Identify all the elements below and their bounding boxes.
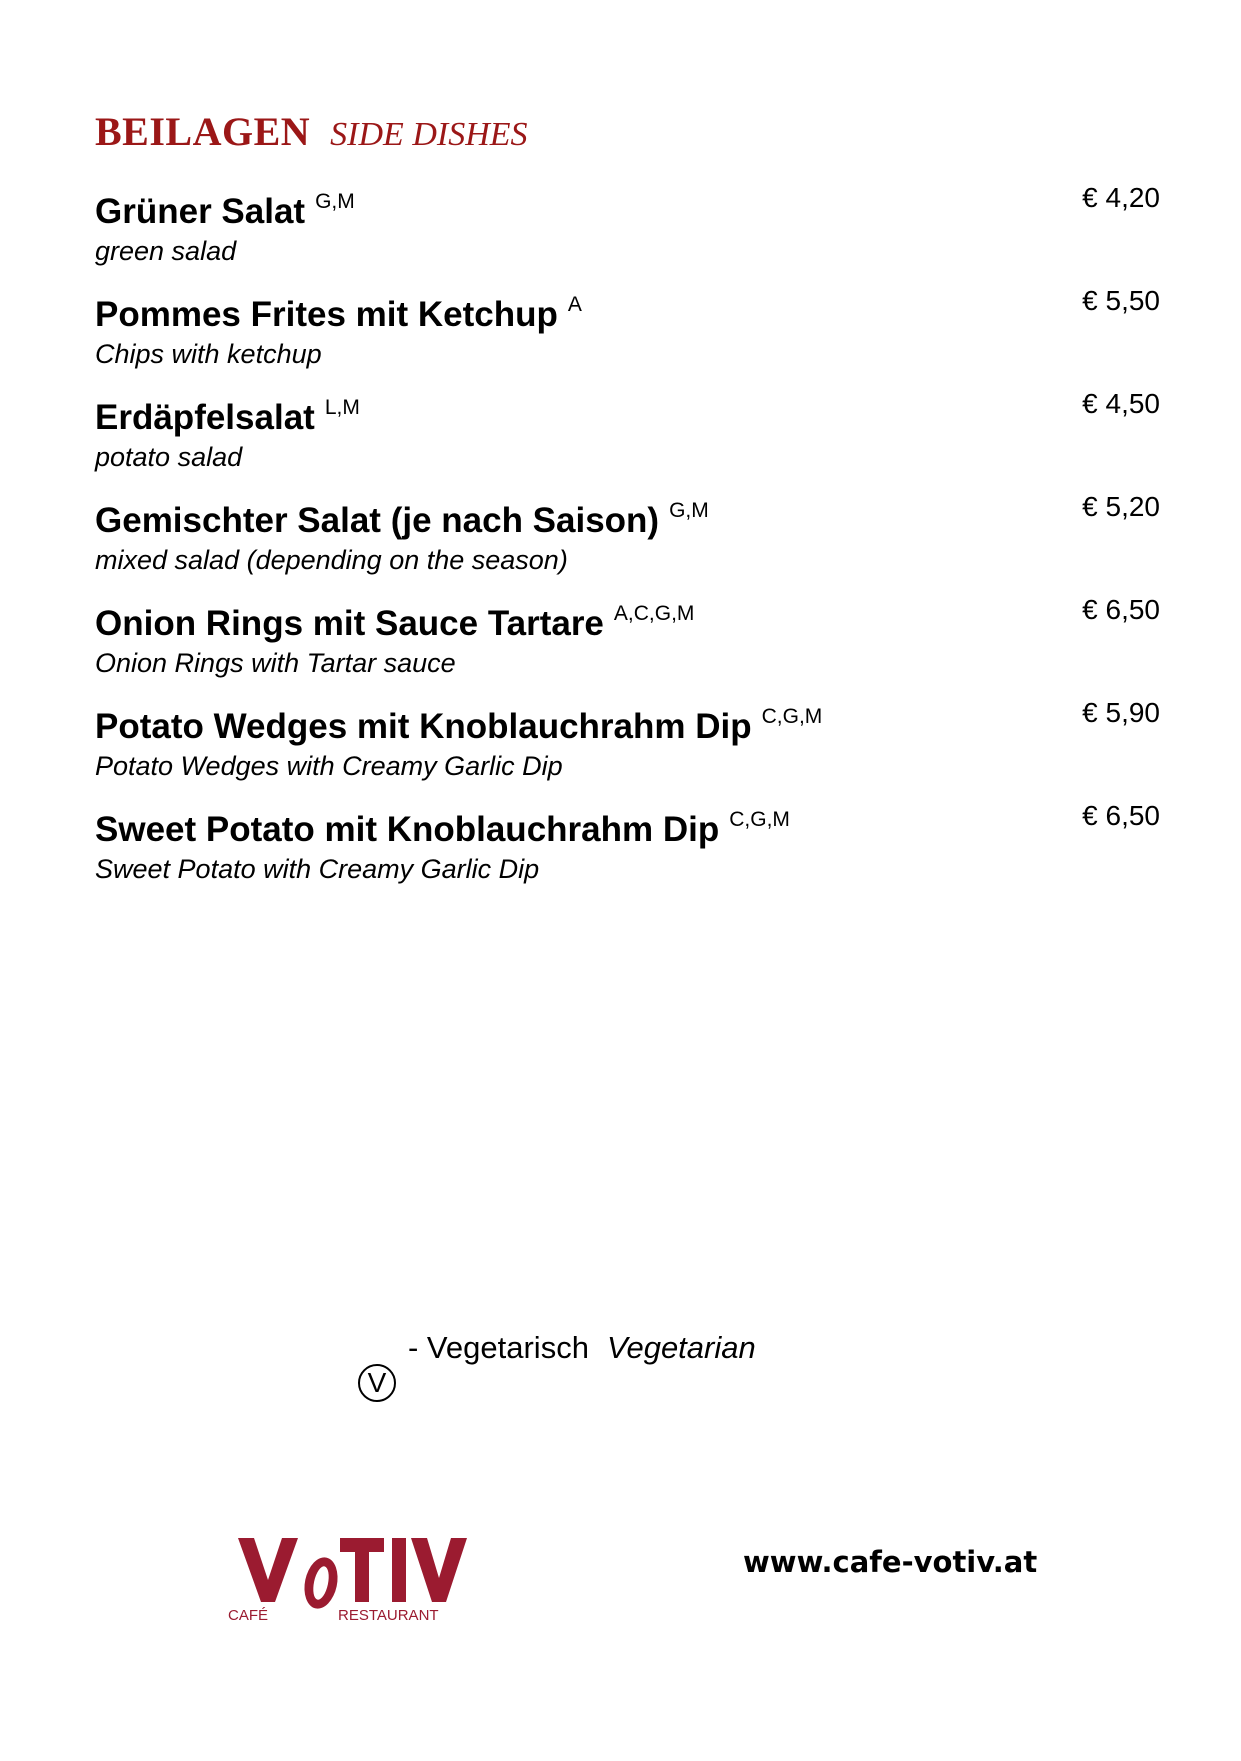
heading-german: BEILAGEN xyxy=(95,109,311,154)
logo-wordmark xyxy=(238,1538,467,1612)
item-name-line xyxy=(95,695,1160,749)
menu-item xyxy=(95,695,1160,798)
menu-heading xyxy=(95,108,528,155)
item-name-line xyxy=(95,592,1160,646)
votiv-logo xyxy=(228,1530,468,1625)
item-price: € 6,50 xyxy=(1082,594,1160,625)
logo-cafe-caption: CAFÉ xyxy=(228,1607,269,1624)
menu-item xyxy=(95,180,1160,283)
website-link[interactable]: www.cafe-votiv.at xyxy=(743,1545,1038,1579)
item-allergens: C,G,M xyxy=(729,808,790,831)
item-english-name: potato salad xyxy=(95,442,243,472)
item-name-line xyxy=(95,489,1160,543)
item-name-line xyxy=(95,180,1160,234)
heading-english: SIDE DISHES xyxy=(330,116,528,153)
item-allergens: G,M xyxy=(669,499,709,522)
item-price: € 6,50 xyxy=(1082,800,1160,831)
item-name: Sweet Potato mit Knoblauchrahm Dip xyxy=(95,810,720,849)
item-name: Grüner Salat xyxy=(95,192,306,231)
item-allergens: G,M xyxy=(315,190,355,213)
item-name: Gemischter Salat (je nach Saison) xyxy=(95,501,660,540)
item-allergens: A,C,G,M xyxy=(613,602,695,625)
item-price: € 4,50 xyxy=(1082,388,1160,419)
item-price: € 5,50 xyxy=(1082,285,1160,316)
menu-item xyxy=(95,592,1160,695)
item-english-name: Potato Wedges with Creamy Garlic Dip xyxy=(95,751,563,781)
item-name-line xyxy=(95,283,1160,337)
menu-item xyxy=(95,798,1160,901)
item-allergens: A xyxy=(567,293,582,316)
item-english-name: Sweet Potato with Creamy Garlic Dip xyxy=(95,854,540,884)
logo-restaurant-caption: RESTAURANT xyxy=(338,1607,439,1624)
item-english-name: Chips with ketchup xyxy=(95,339,322,369)
item-allergens: C,G,M xyxy=(761,705,823,728)
item-english-name: Onion Rings with Tartar sauce xyxy=(95,648,456,678)
item-price: € 5,20 xyxy=(1082,491,1160,522)
legend-text xyxy=(408,1330,756,1366)
item-name: Pommes Frites mit Ketchup xyxy=(95,295,558,334)
legend-german: - Vegetarisch xyxy=(408,1330,589,1365)
item-name-line xyxy=(95,798,1160,852)
item-english-name: green salad xyxy=(95,236,237,266)
legend-english: Vegetarian xyxy=(606,1330,756,1365)
vegetarian-icon: V xyxy=(358,1364,396,1402)
item-allergens: L,M xyxy=(324,396,360,419)
item-name: Onion Rings mit Sauce Tartare xyxy=(95,604,604,643)
menu-item xyxy=(95,283,1160,386)
item-price: € 5,90 xyxy=(1082,697,1160,728)
item-name: Potato Wedges mit Knoblauchrahm Dip xyxy=(95,707,752,746)
menu-item xyxy=(95,489,1160,592)
item-name: Erdäpfelsalat xyxy=(95,398,315,437)
item-price: € 4,20 xyxy=(1082,182,1160,213)
menu-items-list xyxy=(95,180,1160,901)
item-english-name: mixed salad (depending on the season) xyxy=(95,545,568,575)
item-name-line xyxy=(95,386,1160,440)
menu-item xyxy=(95,386,1160,489)
